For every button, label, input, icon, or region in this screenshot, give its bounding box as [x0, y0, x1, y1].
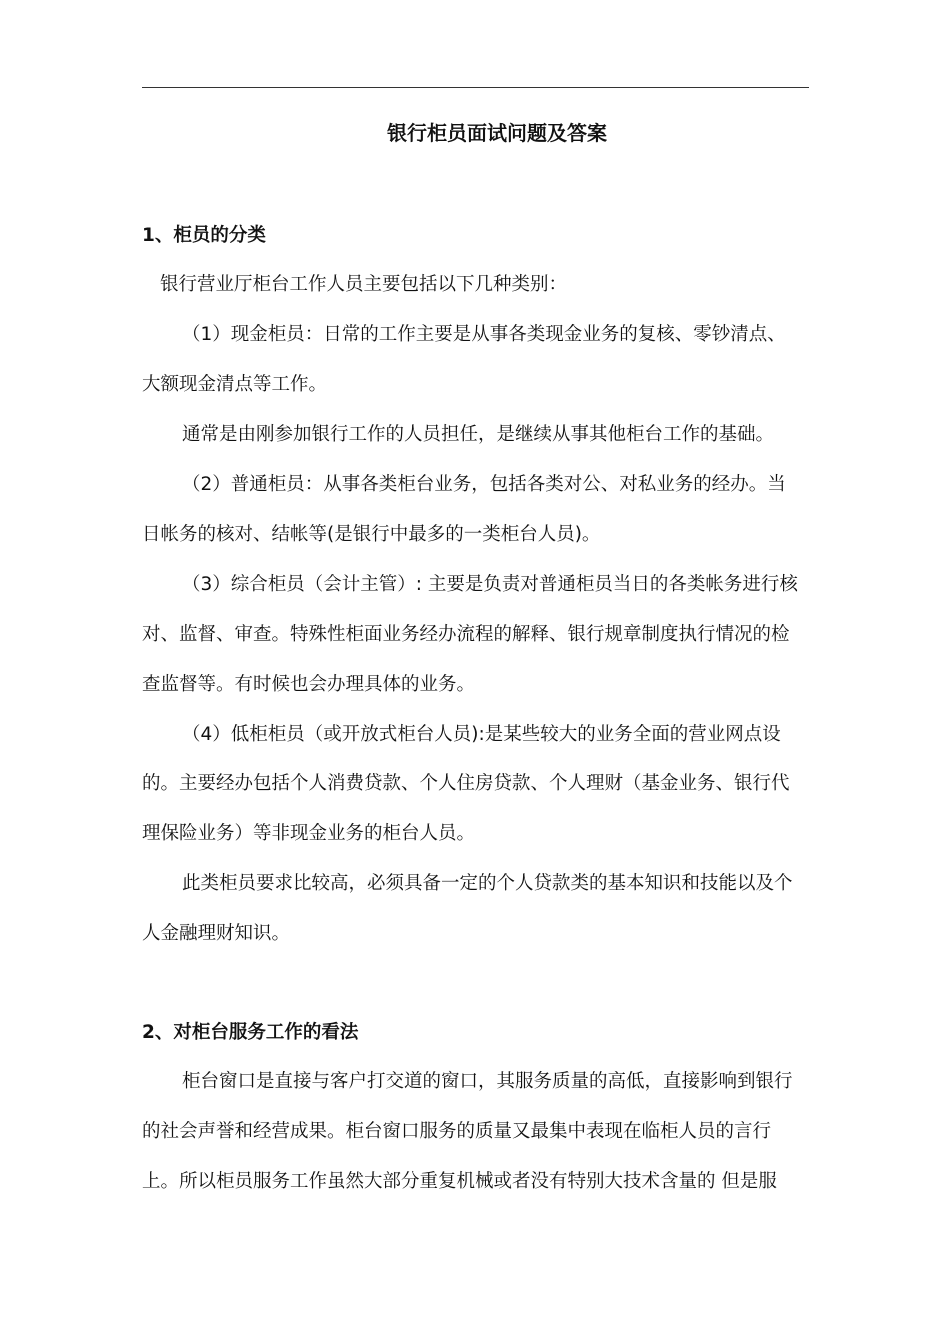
paragraph-line: 的。主要经办包括个人消费贷款、个人住房贷款、个人理财（基金业务、银行代	[142, 773, 790, 794]
paragraph-line: 日帐务的核对、结帐等(是银行中最多的一类柜台人员)。	[142, 524, 601, 545]
paragraph-line: 柜台窗口是直接与客户打交道的窗口，其服务质量的高低，直接影响到银行	[182, 1071, 793, 1092]
paragraph-line: （4）低柜柜员（或开放式柜台人员):是某些较大的业务全面的营业网点设	[182, 724, 781, 745]
page-title: 银行柜员面试问题及答案	[387, 121, 607, 145]
paragraph-line: （1）现金柜员：日常的工作主要是从事各类现金业务的复核、零钞清点、	[182, 324, 786, 345]
paragraph-line: 理保险业务）等非现金业务的柜台人员。	[142, 823, 476, 844]
paragraph-line: 大额现金清点等工作。	[142, 374, 328, 395]
top-rule	[142, 87, 809, 88]
paragraph-line: 对、监督、审查。特殊性柜面业务经办流程的解释、银行规章制度执行情况的检	[142, 624, 790, 645]
section-heading: 2、对柜台服务工作的看法	[142, 1022, 359, 1043]
paragraph-line: 查监督等。有时候也会办理具体的业务。	[142, 674, 476, 695]
paragraph-line: （2）普通柜员：从事各类柜台业务，包括各类对公、对私业务的经办。当	[182, 474, 786, 495]
paragraph-line: 人金融理财知识。	[142, 923, 291, 944]
paragraph-line: 上。所以柜员服务工作虽然大部分重复机械或者没有特别大技术含量的 但是服	[142, 1171, 777, 1192]
paragraph-line: 的社会声誉和经营成果。柜台窗口服务的质量又最集中表现在临柜人员的言行	[142, 1121, 772, 1142]
section-heading: 1、柜员的分类	[142, 225, 266, 246]
paragraph-line: 通常是由刚参加银行工作的人员担任，是继续从事其他柜台工作的基础。	[182, 424, 775, 445]
paragraph-line: （3）综合柜员（会计主管）: 主要是负责对普通柜员当日的各类帐务进行核	[182, 574, 798, 595]
paragraph-line: 银行营业厅柜台工作人员主要包括以下几种类别：	[160, 274, 568, 295]
paragraph-line: 此类柜员要求比较高，必须具备一定的个人贷款类的基本知识和技能以及个	[182, 873, 793, 894]
